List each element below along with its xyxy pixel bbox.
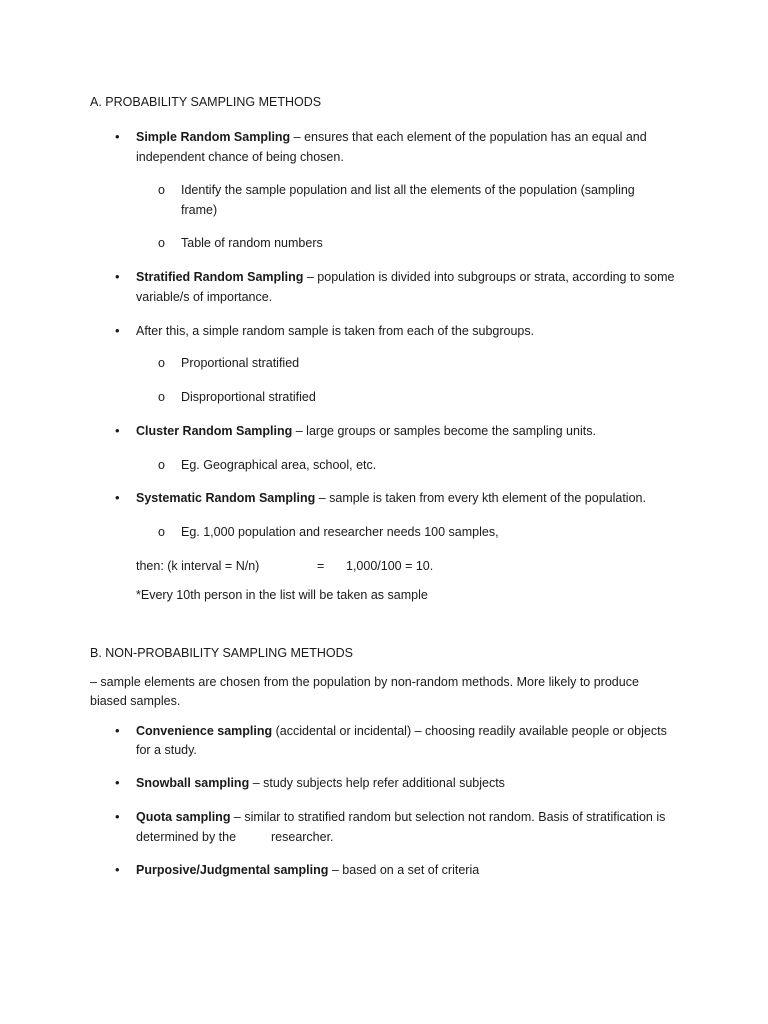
simple-random-sampling-item (136, 127, 686, 147)
purposive-text: – based on a set of criteria (328, 863, 480, 877)
systematic-note: *Every 10th person in the list will be taken as sample (136, 588, 428, 602)
snowball-text: – study subjects help refer additional subjects (249, 776, 505, 790)
formula-equals: = (317, 559, 325, 573)
stratified-text: – population is divided into subgroups or strata, according to some (303, 270, 675, 284)
simple-random-text-cont: independent chance of being chosen. (136, 150, 344, 164)
quota-text-cont-b: researcher. (271, 830, 334, 844)
convenience-text: (accidental or incidental) – choosing readily available people or objects (272, 724, 667, 738)
systematic-text: – sample is taken from every kth element of the population. (315, 491, 646, 505)
bullet-icon: • (115, 129, 120, 144)
random-numbers-item: Table of random numbers (181, 236, 323, 250)
bullet-icon: • (115, 862, 120, 877)
systematic-label: Systematic Random Sampling (136, 491, 316, 505)
purposive-sampling-item (136, 860, 686, 880)
sub-bullet-icon: o (158, 356, 165, 370)
disproportional-item: Disproportional stratified (181, 390, 316, 404)
formula-right: 1,000/100 = 10. (346, 559, 434, 573)
cluster-example-item: Eg. Geographical area, school, etc. (181, 458, 377, 472)
sub-bullet-icon: o (158, 525, 165, 539)
convenience-text-cont: for a study. (136, 743, 197, 757)
simple-random-label: Simple Random Sampling (136, 130, 291, 144)
stratified-after-item: After this, a simple random sample is taken from each of the subgroups. (136, 324, 535, 338)
convenience-sampling-item (136, 721, 686, 741)
quota-sampling-item (136, 807, 686, 827)
cluster-text: – large groups or samples become the sampling units. (292, 424, 596, 438)
sampling-frame-item: Identify the sample population and list all the elements of the population (sampling (181, 183, 635, 197)
quota-text: – similar to stratified random but selection not random. Basis of stratification is (230, 810, 666, 824)
purposive-label: Purposive/Judgmental sampling (136, 863, 329, 877)
bullet-icon: • (115, 723, 120, 738)
bullet-icon: • (115, 423, 120, 438)
bullet-icon: • (115, 775, 120, 790)
section-b-heading: B. NON-PROBABILITY SAMPLING METHODS (90, 646, 354, 660)
stratified-random-sampling-item (136, 267, 686, 287)
systematic-example-item: Eg. 1,000 population and researcher needs 100 samples, (181, 525, 499, 539)
section-b-intro: – sample elements are chosen from the population by non-random methods. More likely to produce (90, 675, 639, 689)
snowball-sampling-item (136, 773, 686, 793)
proportional-item: Proportional stratified (181, 356, 300, 370)
bullet-icon: • (115, 490, 120, 505)
quota-text-cont-a: determined by the (136, 830, 237, 844)
snowball-label: Snowball sampling (136, 776, 250, 790)
convenience-label: Convenience sampling (136, 724, 273, 738)
sub-bullet-icon: o (158, 458, 165, 472)
sampling-frame-item-cont: frame) (181, 203, 218, 217)
systematic-random-sampling-item (136, 488, 686, 508)
bullet-icon: • (115, 323, 120, 338)
stratified-text-cont: variable/s of importance. (136, 290, 273, 304)
stratified-label: Stratified Random Sampling (136, 270, 304, 284)
sub-bullet-icon: o (158, 236, 165, 250)
bullet-icon: • (115, 809, 120, 824)
section-b-intro-cont: biased samples. (90, 694, 181, 708)
quota-label: Quota sampling (136, 810, 231, 824)
sub-bullet-icon: o (158, 183, 165, 197)
formula-left: then: (k interval = N/n) (136, 559, 260, 573)
sub-bullet-icon: o (158, 390, 165, 404)
cluster-random-sampling-item (136, 421, 686, 441)
bullet-icon: • (115, 269, 120, 284)
simple-random-text: – ensures that each element of the population has an equal and (290, 130, 647, 144)
cluster-label: Cluster Random Sampling (136, 424, 293, 438)
section-a-heading: A. PROBABILITY SAMPLING METHODS (90, 95, 322, 109)
